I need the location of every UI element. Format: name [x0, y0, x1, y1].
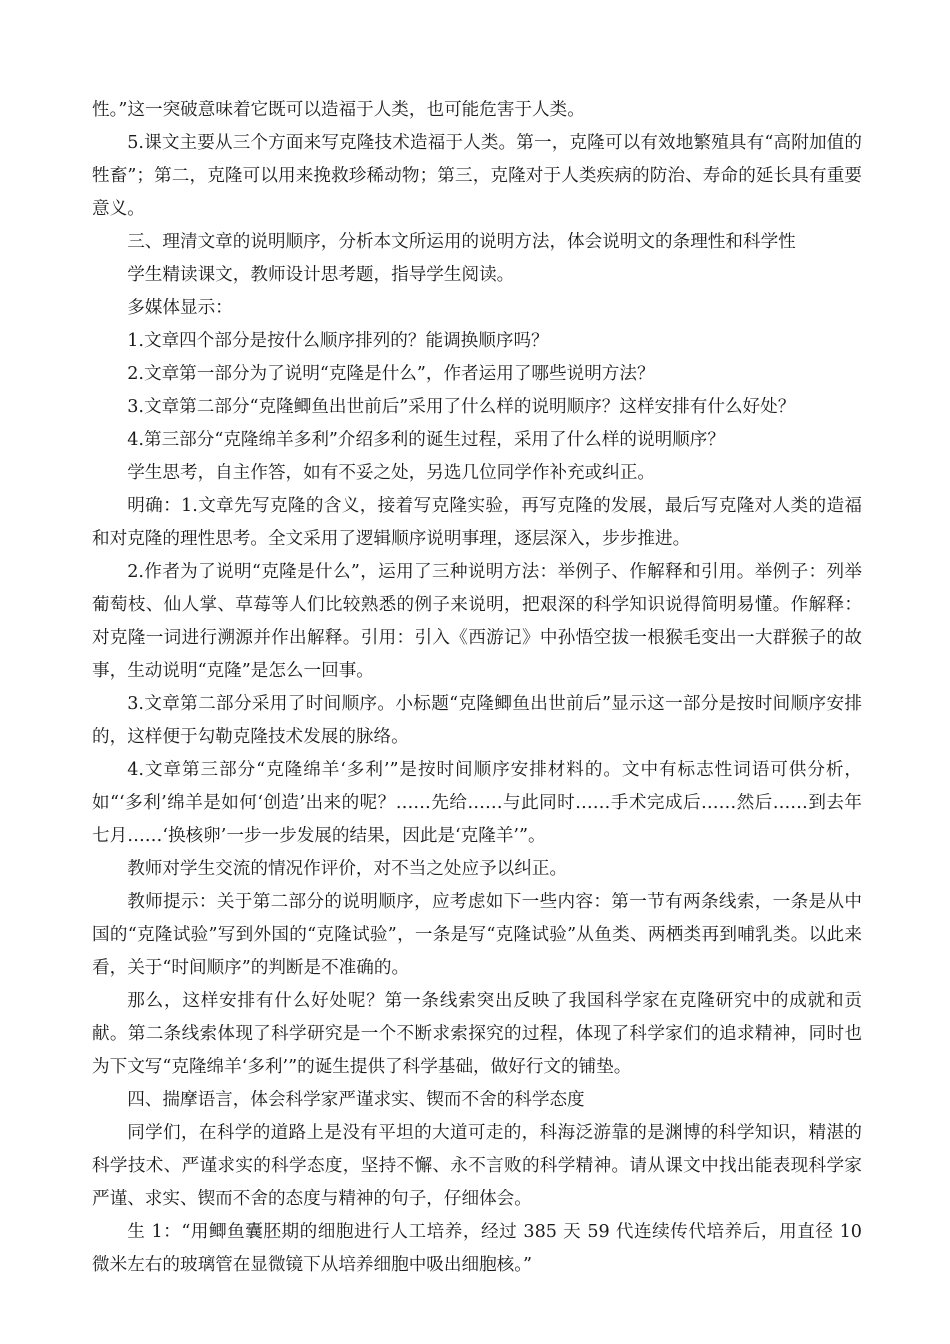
paragraph: 多媒体显示： [127, 298, 233, 318]
paragraph: 教师提示：关于第二部分的说明顺序，应考虑如下一些内容：第一节有两条线索，一条是从中国的“克隆试验”写到外国的“克隆试验”，一条是写“克隆试验”从鱼类、两栖类再到哺乳类。以此来看，关于“时间顺序”的判断是不准确的。 [92, 892, 862, 978]
answer-item: 2.作者为了说明“克隆是什么”，运用了三种说明方法：举例子、作解释和引用。举例子：列举葡萄枝、仙人掌、草莓等人们比较熟悉的例子来说明，把艰深的科学知识说得简明易懂。作解释：对克隆一词进行溯源并作出解释。引用：引入《西游记》中孙悟空拔一根猴毛变出一大群猴子的故事，生动说明“克隆”是怎么一回事。 [92, 562, 862, 681]
answer-item: 3.文章第二部分采用了时间顺序。小标题“克隆鲫鱼出世前后”显示这一部分是按时间顺序安排的，这样便于勾勒克隆技术发展的脉络。 [92, 694, 862, 747]
answer-item: 4.文章第三部分“克隆绵羊‘多利’”是按时间顺序安排材料的。文中有标志性词语可供分析，如“‘多利’绵羊是如何‘创造’出来的呢？……先给……与此同时……手术完成后……然后……到去年七月……‘换核卵’一步一步发展的结果，因此是‘克隆羊’”。 [92, 760, 862, 846]
document-page [92, 94, 862, 1282]
paragraph: 同学们，在科学的道路上是没有平坦的大道可走的，科海泛游靠的是渊博的科学知识，精湛的科学技术、严谨求实的科学态度，坚持不懈、永不言败的科学精神。请从课文中找出能表现科学家严谨、求实、锲而不舍的态度与精神的句子，仔细体会。 [92, 1123, 862, 1209]
question-item: 2.文章第一部分为了说明“克隆是什么”，作者运用了哪些说明方法？ [127, 364, 655, 384]
paragraph: 教师对学生交流的情况作评价，对不当之处应予以纠正。 [127, 859, 568, 879]
question-item: 1.文章四个部分是按什么顺序排列的？能调换顺序吗？ [127, 331, 549, 351]
section-heading: 四、揣摩语言，体会科学家严谨求实、锲而不舍的科学态度 [127, 1090, 585, 1110]
paragraph: 学生精读课文，教师设计思考题，指导学生阅读。 [127, 265, 515, 285]
question-item: 4.第三部分“克隆绵羊多利”介绍多利的诞生过程，采用了什么样的说明顺序？ [127, 430, 725, 450]
answer-item: 明确：1.文章先写克隆的含义，接着写克隆实验，再写克隆的发展，最后写克隆对人类的造福和对克隆的理性思考。全文采用了逻辑顺序说明事理，逐层深入，步步推进。 [92, 496, 862, 549]
section-heading: 三、理清文章的说明顺序，分析本文所运用的说明方法，体会说明文的条理性和科学性 [127, 232, 796, 252]
question-item: 3.文章第二部分“克隆鲫鱼出世前后”采用了什么样的说明顺序？这样安排有什么好处？ [127, 397, 796, 417]
paragraph: 学生思考，自主作答，如有不妥之处，另选几位同学作补充或纠正。 [127, 463, 656, 483]
paragraph: 5.课文主要从三个方面来写克隆技术造福于人类。第一，克隆可以有效地繁殖具有“高附加值的牲畜”；第二，克隆可以用来挽救珍稀动物；第三，克隆对于人类疾病的防治、寿命的延长具有重要意义。 [92, 133, 862, 219]
paragraph: 性。”这一突破意味着它既可以造福于人类，也可能危害于人类。 [92, 100, 585, 120]
paragraph: 那么，这样安排有什么好处呢？第一条线索突出反映了我国科学家在克隆研究中的成就和贡献。第二条线索体现了科学研究是一个不断求索探究的过程，体现了科学家们的追求精神，同时也为下文写“克隆绵羊‘多利’”的诞生提供了科学基础，做好行文的铺垫。 [92, 991, 862, 1077]
paragraph: 生 1：“用鲫鱼囊胚期的细胞进行人工培养，经过 385 天 59 代连续传代培养后，用直径 10 微米左右的玻璃管在显微镜下从培养细胞中吸出细胞核。” [92, 1222, 862, 1275]
